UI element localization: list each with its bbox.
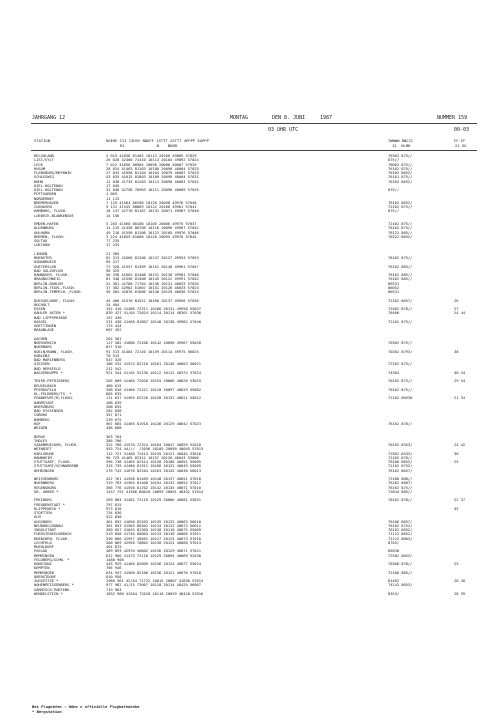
- data-cell: 62 313 41660 81206 10137 20127 49953 57053: [106, 256, 199, 260]
- station-cell: HAMBURG, FLUGH.: [34, 209, 68, 214]
- data-cell: 70 515: [106, 353, 120, 358]
- data-cell: 530 866 41957 40501 10127 20125 40073 57010: [106, 536, 201, 541]
- data-cell: 705 946: [106, 566, 122, 571]
- data-cell: 111 637 41565 62220 10158 20131 40021 55012: [106, 396, 201, 401]
- station-cell: NEUBURG/DONAU: [34, 523, 63, 528]
- data-cell: 480 615: [106, 383, 122, 388]
- trend-cell: 76162 875//: [388, 256, 413, 260]
- station-cell: WUERZBURG: [34, 404, 54, 409]
- station-cell: SCHLESWIG: [34, 175, 54, 180]
- data-cell: 7 129 41564 80708 10126 20098 49976 57046: [106, 200, 197, 205]
- data-cell: 438 688: [106, 426, 122, 430]
- data-cell: 37 382 42981 61607 10151 20126 40033 57023: [106, 285, 199, 290]
- data-cell: 519 858 41740 80003 10133 20130 40066 57011: [106, 532, 201, 537]
- station-cell: HOHENPEISSENBERG *: [34, 583, 74, 588]
- station-cell: STUTTGART/SCHNARRENB: [34, 464, 79, 469]
- gust-cell: 28 38: [454, 579, 466, 583]
- trend-cell: 72562 878//: [388, 307, 413, 311]
- station-cell: MUENCHEN, FLUGH.: [34, 536, 70, 541]
- data-cell: 231 438 41468 81807 10148 20138 49982 57040: [106, 319, 201, 324]
- gust-cell: 30 44: [454, 370, 466, 375]
- station-cell: BREMERHAVEN: [34, 200, 59, 205]
- trend-cell: 72582 8652/: [388, 553, 413, 558]
- data-cell: 95 317: [106, 260, 120, 265]
- data-cell: 567 685 41465 81910 10136 20129 40042 57023: [106, 421, 201, 426]
- station-column-header: STATION: [34, 138, 51, 143]
- data-cell: 547 526: [106, 358, 122, 362]
- data-cell: 51 381 42780 71704 10136 20131 40033 57026: [106, 281, 199, 286]
- data-cell: 43 035 41615 81003 10109 20099 40004 57031: [106, 175, 199, 180]
- station-cell: CUXHAVEN: [34, 205, 52, 209]
- station-cell: STOETTEN: [34, 511, 52, 515]
- trend-cell: 76122 865//: [388, 230, 413, 235]
- station-cell: KLIPPENECK *: [34, 506, 61, 511]
- data-cell: 186 532 41574 82210 10161 20146 40003 56021: [106, 362, 201, 367]
- gust-cell: 22 37: [454, 498, 466, 503]
- station-cell: HOF: [34, 421, 41, 426]
- station-cell: GUETERSLOH: [34, 264, 57, 269]
- station-cell: EMDEN-HAFEN: [34, 222, 59, 226]
- data-cell: 461 852 41650 82203 10139 20132 40063 56010: [106, 519, 201, 524]
- data-cell: 98 325: [106, 268, 120, 273]
- station-cell: ULM: [34, 515, 41, 520]
- station-cell: PUTTGARDEN: [34, 192, 57, 197]
- data-cell: 268 655: [106, 404, 122, 409]
- data-cell: 21 305: [106, 251, 120, 256]
- station-cell: NORDERNEY: [34, 196, 54, 201]
- station-cell: DARMSTADT: [34, 400, 54, 405]
- station-cell: KIEL-HOLTENAU: [34, 183, 63, 188]
- station-cell: MUENSTER: [34, 256, 52, 260]
- data-cell: 152 410 41480 72311 10166 20131 49958 55037: [106, 307, 201, 311]
- trend-cell: 72162 875//: [388, 222, 413, 226]
- trend-cell: 86052: [388, 285, 400, 290]
- data-cell: 1486 908: [106, 557, 124, 562]
- data-cell: 734 836: [106, 511, 122, 515]
- data-cell: 72 320 41557 81309 10151 20140 49961 57047: [106, 264, 199, 269]
- trend-cell: 86531: [388, 290, 400, 294]
- data-cell: 607 452: [106, 328, 122, 333]
- station-cell: AUGSBURG: [34, 519, 52, 524]
- station-cell: LECK: [34, 162, 43, 167]
- data-cell: 12 036 41735 81203 10113 20090 40003 57032: [106, 179, 199, 184]
- station-cell: NOERVENICH: [34, 341, 57, 345]
- trend-cell: 76162 875//: [388, 226, 413, 231]
- data-cell: 239 675: [106, 417, 122, 422]
- data-cell: 381 853 41565 80302 10134 20122 40072 56012: [106, 523, 201, 528]
- issue-number-label: NUMMER 159: [437, 115, 468, 121]
- station-cell: OSNABRUECK: [34, 260, 57, 265]
- data-cell: 1437 791 41386 80610 10099 20091 48432 57014: [106, 489, 204, 494]
- codes-column-subheader: RI N NDDD: [120, 143, 178, 148]
- station-cell: KL.FELDBERG/TS. *: [34, 392, 72, 396]
- trend-cell: 72844 885//: [388, 489, 413, 494]
- trend-cell: 8353/: [388, 591, 400, 596]
- station-cell: NUERBURG: [34, 345, 52, 350]
- data-cell: 634 947 41560 82106 10136 20121 40076 57010: [106, 570, 201, 575]
- station-cell: GOETTINGEN: [34, 324, 57, 328]
- station-cell: GARMISCH-PARTENK.: [34, 587, 72, 592]
- trend-cell: 70162 875//: [388, 379, 413, 384]
- data-cell: 27 033 41658 81104 10104 20079 40007 57029: [106, 171, 199, 175]
- data-cell: 96 729 41465 82312 10157 20120 40043 53006: [106, 455, 199, 460]
- trend-cell: 70362 875//: [388, 341, 413, 345]
- trend-cell: 76362 875//: [388, 154, 413, 158]
- station-cell: BAD LIPPSPRINGE: [34, 315, 68, 320]
- data-cell: 977 962 41/15 73007 10118 20114 48425 56007: [106, 583, 201, 588]
- trend-cell: 81462: [388, 579, 400, 583]
- station-cell: KAHLER ASTEN *: [34, 311, 65, 316]
- station-cell: LUECHOW: [34, 243, 50, 248]
- data-cell: 117 502 41680 72208 10142 20090 49967 55020: [106, 341, 201, 345]
- trend-cell: 74364: [388, 370, 400, 375]
- station-cell: OBERSTDORF: [34, 574, 57, 579]
- station-cell: MUEHLDORF: [34, 545, 54, 549]
- trend-cell: 76062 875//: [388, 162, 413, 167]
- data-cell: 443 929 41460 82609 10136 20124 40077 55024: [106, 562, 201, 566]
- trend-cell: 71122 8603/: [388, 536, 413, 541]
- data-cell: 366 776 41550 81702 10142 20135 40071 57010: [106, 485, 201, 490]
- station-cell: TRIER-PETRISBERG: [34, 379, 70, 384]
- station-cell: ZUGSPITZE *: [34, 579, 59, 583]
- trend-cell: 72162 875//: [388, 205, 413, 209]
- trend-cell: 76161 875//: [388, 175, 413, 180]
- station-cell: FELDBERG/SCHW. *: [34, 557, 70, 562]
- codes-column-header: HOEHE III IIHVV NDDFF 1STTT 2STTT 4PPPP 5APPP: [106, 138, 209, 143]
- station-cell: BOCHOLT: [34, 302, 50, 307]
- station-cell: FREUDENSTADT *: [34, 502, 65, 507]
- data-cell: 805 635: [106, 392, 122, 396]
- station-cell: KIEL-HOLTENAU: [34, 188, 63, 192]
- trend-cell: 76162 8687/: [388, 481, 413, 486]
- gust-cell: 28 39: [454, 591, 466, 596]
- data-cell: 24 404: [106, 302, 120, 307]
- data-cell: 91 513 41484 72120 10159 20114 49975 56025: [106, 349, 199, 354]
- trend-cell: 70162 8353/: [388, 443, 413, 447]
- data-cell: 14 156: [106, 213, 120, 218]
- station-cell: MANNHEIM: [34, 455, 52, 460]
- station-cell: FLENSBURG/MEERWIK: [34, 171, 72, 175]
- station-cell: BERLIN-DAHLEM: [34, 281, 63, 286]
- data-cell: 357 671: [106, 413, 122, 418]
- trend-cell: 70162 875//: [388, 387, 413, 392]
- data-cell: 56 338 41662 81408 10151 20138 49981 57046: [106, 273, 199, 277]
- trend-cell: 86531: [388, 281, 400, 286]
- data-cell: 282 658: [106, 409, 122, 413]
- data-cell: 1 063: [106, 192, 118, 197]
- data-cell: 108 639: [106, 400, 122, 405]
- trend-cell: 76162 875//: [388, 485, 413, 490]
- data-cell: 627 510: [106, 345, 122, 350]
- data-cell: 77 235: [106, 239, 120, 243]
- trend-cell: 72162 878//: [388, 455, 413, 460]
- data-cell: 401 875: [106, 545, 122, 549]
- trend-cell: 70162 878//: [388, 498, 413, 503]
- gust-cell: 21 34: [454, 396, 466, 401]
- station-cell: KOELN/BONN, FLUGH.: [34, 349, 74, 354]
- station-cell: WASSERKUPPE *: [34, 370, 63, 375]
- time-utc-label: 03 UHR UTC: [268, 127, 299, 133]
- station-cell: BERLIN-TEMPELH.,FLUGH.: [34, 290, 83, 294]
- station-cell: SOLTAU: [34, 239, 48, 243]
- station-cell: GR. ARBER *: [34, 489, 59, 494]
- station-cell: OEHRINGEN: [34, 468, 54, 473]
- data-cell: 265 609 41480 72026 10155 20066 40020 53019: [106, 379, 201, 384]
- station-cell: SAARBRUECKEN, FLUGH.: [34, 443, 79, 447]
- data-cell: 11 113: [106, 196, 120, 201]
- trend-cell: 70262 8793/: [388, 349, 413, 354]
- trend-cell: 74142 8653/: [388, 583, 413, 588]
- trend-cell: 72162 8657/: [388, 298, 413, 303]
- station-cell: DUESSELDORF, FLUGH.: [34, 298, 76, 303]
- station-cell: BAD HERSFELD: [34, 366, 61, 371]
- station-cell: BAD MARIENBERG: [34, 358, 65, 362]
- station-cell: LINGEN: [34, 251, 48, 256]
- gust-cell: 38: [454, 349, 459, 354]
- station-cell: LUEBECK-BLANKENSEE: [34, 213, 74, 218]
- station-cell: KONSTANZ: [34, 562, 52, 566]
- station-cell: KARLSRUHE: [34, 451, 54, 456]
- data-cell: 921 544 41/04 92130 10112 20112 48374 57024: [106, 370, 201, 375]
- trend-cell: 72186 888//: [388, 477, 413, 481]
- trend-cell: 875//: [388, 188, 400, 192]
- trend-cell: 76162 885//: [388, 264, 413, 269]
- gust-cell: 25: [454, 562, 459, 566]
- station-cell: KASSEL: [34, 319, 48, 324]
- station-cell: THOLEY: [34, 438, 48, 443]
- time-range-label: 00-03: [454, 127, 470, 133]
- year-label: 1987: [320, 115, 333, 121]
- data-cell: 49 218 41558 81106 10123 20105 49976 57046: [106, 230, 199, 235]
- station-cell: WEISSENBURG: [34, 477, 59, 481]
- station-cell: ESSEN: [34, 307, 46, 311]
- station-cell: BREMEN, FLUGH.: [34, 234, 65, 239]
- station-cell: STUTTGART, FLUGH.: [34, 460, 72, 464]
- station-cell: HUSUM: [34, 166, 46, 171]
- trend-cell: 72162 8752/: [388, 464, 413, 469]
- data-cell: 315 739 41480 81911 10166 20122 40049 55005: [106, 464, 201, 469]
- trend-cell: 76162 8657/: [388, 468, 413, 473]
- trend-cell: 76322 8652/: [388, 234, 413, 239]
- data-cell: 363 704: [106, 434, 122, 439]
- station-cell: FRANKFURT/M,FLUGH.: [34, 396, 74, 401]
- station-cell: BAD SALZUFLEN: [34, 268, 63, 273]
- footer-note-airports: Bei Flughäfen : Höhe = offizielle Flughafenhöhe: [32, 704, 140, 709]
- gust-cell: 24 42: [454, 443, 466, 447]
- station-cell: COBURG: [34, 413, 48, 418]
- station-cell: BRAUNSCHWEIG: [34, 277, 61, 282]
- gust-cell: 30: [454, 451, 459, 456]
- data-cell: 797 815: [106, 502, 122, 507]
- trend-cell: 72562 8433/: [388, 451, 413, 456]
- data-cell: 17 045: [106, 183, 120, 188]
- trend-cell: 72162 875//: [388, 362, 413, 367]
- data-cell: 973 818: [106, 506, 122, 511]
- station-cell: HANNOVER, FLUGH.: [34, 273, 70, 277]
- trend-cell: 76166 8652/: [388, 460, 413, 464]
- data-cell: 396 738 41465 82414 10150 20108 40051 55005: [106, 460, 201, 464]
- gust-cell: 35: [454, 506, 459, 511]
- data-cell: 553 724 44/// /2036 10105 20090 40045 57013: [106, 447, 204, 452]
- data-cell: 396 626 41480 72221 10110 20097 40029 55002: [106, 387, 201, 392]
- data-cell: 212 542: [106, 366, 122, 371]
- data-cell: 269 803 41482 72119 10129 20086 40081 53031: [106, 498, 201, 503]
- trend-cell: 8703/: [388, 540, 400, 545]
- station-cell: BAD KISSINGEN: [34, 409, 63, 413]
- station-cell: LIST/SYLT: [34, 158, 54, 163]
- trend-cell: 76162 8752/: [388, 523, 413, 528]
- data-cell: 369 857 41645 82305 10130 20110 40075 55009: [106, 528, 201, 532]
- station-cell: BAMBERG: [34, 417, 50, 422]
- data-cell: 81 348 41556 81508 10145 20122 49991 57042: [106, 277, 199, 282]
- data-cell: 719 963: [106, 587, 122, 592]
- data-cell: 2960 961 42/84 71722 10015 20007 41030 57014: [106, 579, 204, 583]
- data-cell: 322 708 41570 72324 10104 20047 40059 52018: [106, 443, 201, 447]
- trend-cell: 72162 86530: [388, 396, 413, 401]
- data-cell: 16 147 42770 81107 10131 20071 49987 57040: [106, 209, 199, 214]
- trend-cell: 875//: [388, 209, 400, 214]
- station-cell: INGOLSTADT: [34, 528, 57, 532]
- station-cell: WEINBIET: [34, 447, 52, 452]
- trend-cell: 85030: [388, 549, 400, 554]
- data-cell: 839 427 41/04 72024 10114 20114 48361 57036: [106, 311, 201, 316]
- station-cell: AHLHORN: [34, 230, 50, 235]
- data-cell: 3 224 41659 81008 10126 20095 49970 57044: [106, 234, 197, 239]
- station-cell: FREIBURG: [34, 498, 52, 503]
- station-cell: LECHFELD: [34, 540, 52, 545]
- trend-cell: 76466: [388, 311, 400, 316]
- data-cell: 45 400 41570 81912 10160 20137 49956 57036: [106, 298, 199, 303]
- trend-cell: 76366 878//: [388, 562, 413, 566]
- trend-cell: 76162 878//: [388, 421, 413, 426]
- data-cell: 1832 980 42484 72018 10118 20039 48428 57016: [106, 591, 204, 596]
- data-cell: 612 900 41475 72116 10129 20094 40069 52030: [106, 553, 201, 558]
- data-cell: 7 022 41656 80904 10098 20080 40007 57029: [106, 162, 197, 167]
- data-cell: 112 727 41480 72413 10135 20121 40045 53016: [106, 451, 201, 456]
- data-cell: 560 869 42958 70802 10130 20124 40068 57013: [106, 540, 201, 545]
- station-cell: NUERNBERG: [34, 481, 54, 486]
- table-row: [0, 592, 504, 596]
- data-cell: 5 203 41560 80108 10105 20086 49975 57037: [106, 222, 197, 226]
- data-cell: 4 015 41658 81405 10113 20100 49889 57029: [106, 154, 197, 158]
- volume-label: JAHRGANG 12: [32, 115, 66, 121]
- trend-cell: 875//: [388, 158, 400, 163]
- trend-cell: 76162 875//: [388, 166, 413, 171]
- station-cell: DEUSELBACH: [34, 383, 57, 388]
- station-cell: REGENSBURG: [34, 485, 57, 490]
- station-cell: BRAUNLAGE: [34, 328, 54, 333]
- trend-cell: 76162 8652/: [388, 171, 413, 175]
- trend-cell: 76162 885//: [388, 277, 413, 282]
- trend-column-subheader: 12 HLMH: [392, 143, 411, 148]
- trend-column-header: 7WWWW 8NCCC: [388, 138, 414, 143]
- data-cell: 26 020 42460 71410 10113 20104 49892 57024: [106, 158, 199, 163]
- station-cell: MEMMINGEN: [34, 570, 54, 575]
- gust-cell: 27: [454, 307, 459, 311]
- gust-cell: 26: [454, 298, 459, 303]
- data-cell: 202 501: [106, 336, 122, 341]
- trend-cell: 72166 885//: [388, 570, 413, 575]
- station-cell: BERLIN-TEGEL,FLUGH.: [34, 285, 76, 290]
- station-cell: FUERSTENFELDBRUCK: [34, 532, 72, 537]
- data-cell: 157 430: [106, 315, 122, 320]
- trend-cell: 76166 8657/: [388, 519, 413, 524]
- trend-cell: 71122 8652/: [388, 532, 413, 537]
- data-cell: 31 046 42758 70903 10111 20090 40009 57035: [106, 188, 199, 192]
- data-cell: 810 958: [106, 574, 122, 579]
- station-cell: HOHN: [34, 179, 43, 184]
- station-cell: WEIDEN: [34, 426, 48, 430]
- station-cell: KOBLENZ: [34, 353, 50, 358]
- data-cell: 422 761 41558 81409 10148 20137 40051 57018: [106, 477, 201, 481]
- weekday-label: MONTAG: [230, 115, 249, 121]
- gust-cell: 25: [454, 460, 459, 464]
- trend-cell: 72162 875//: [388, 319, 413, 324]
- ff-column-header: FF-FF: [454, 138, 466, 143]
- data-cell: 28 024 41463 81203 10108 20090 40004 57025: [106, 166, 199, 171]
- data-cell: 11 215 41458 80706 10116 20096 49967 57042: [106, 226, 199, 231]
- trend-cell: 76162 8652/: [388, 200, 413, 205]
- data-cell: 5 131 41545 80809 10122 20108 49981 57041: [106, 205, 197, 209]
- station-cell: AACHEN: [34, 336, 48, 341]
- data-cell: 50 384 42876 61606 10140 20129 40036 57024: [106, 290, 199, 294]
- station-cell: PFERDSFELD: [34, 387, 57, 392]
- data-cell: 17 253: [106, 243, 120, 248]
- station-cell: WENDELSTEIN *: [34, 591, 63, 596]
- data-cell: 409 893 42970 50602 10136 20129 40071 57021: [106, 549, 201, 554]
- station-cell: MEMMINGEN: [34, 553, 54, 558]
- station-cell: GIESSEN: [34, 362, 50, 367]
- data-cell: 276 742 41670 82104 10163 20142 40036 56013: [106, 468, 201, 473]
- footer-note-mountain: * Bergstation: [32, 709, 62, 714]
- station-cell: OLDENBURG: [34, 226, 54, 231]
- data-cell: 319 763 41565 81408 10154 20132 40052 57017: [106, 481, 201, 486]
- trend-cell: 76162 885//: [388, 273, 413, 277]
- date-label: DEN 8. JUNI: [272, 115, 306, 121]
- gust-cell: 29 54: [454, 379, 466, 384]
- data-cell: 175 444: [106, 324, 122, 328]
- ff-column-subheader: 21 GG: [455, 143, 467, 148]
- trend-cell: 76162 8652/: [388, 528, 413, 532]
- data-cell: 522 838: [106, 515, 122, 520]
- station-cell: HELGOLAND: [34, 154, 54, 158]
- data-cell: 386 706: [106, 438, 122, 443]
- trend-cell: 76162 8652/: [388, 179, 413, 184]
- gust-cell: 24 44: [454, 311, 466, 316]
- station-cell: KEMPTEN: [34, 566, 50, 571]
- station-cell: PASSAU: [34, 549, 48, 554]
- station-cell: BERUS: [34, 434, 46, 439]
